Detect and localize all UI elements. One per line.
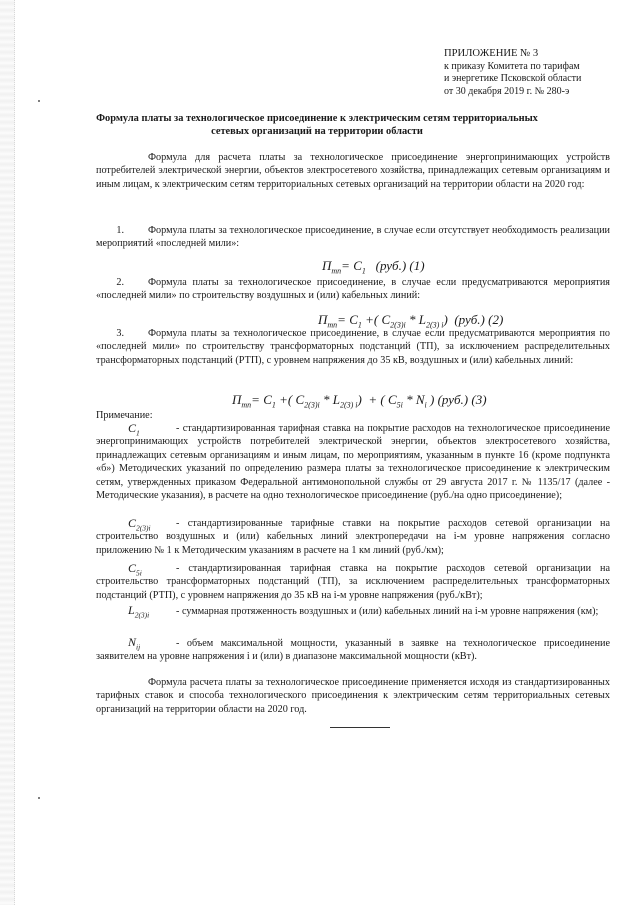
item-2 <box>96 276 610 303</box>
end-rule <box>330 727 390 728</box>
item-text: Формула платы за технологическое присоединение, в случае если предусматриваются мероприятия по «последней мили» по строительству трансформаторных подстанций (ТП), за исключением распределительных трансформаторных подстанций (РТП), с уровнем напряжения до 35 кВ, воздушных и (или) кабельных линий: <box>96 328 610 366</box>
item-text: Формула платы за технологическое присоединение, в случае если отсутствует необходимость реализации мероприятий «последней мили»: <box>96 225 610 250</box>
note-c5i: - стандартизированная тарифная ставка на покрытие расходов сетевой организации на строительство трансформаторных подстанций (ТП), за исключением распределительных трансформаторных подстанций (РТП), с уровнем напряжения до 35 кВ на i-м уровне напряжения (руб./кВт); <box>96 563 610 601</box>
symbol-nij: $N_{ij}$ <box>128 635 141 652</box>
formula-1: $П_{тп}= C_1$ (руб.) (1) <box>322 258 425 276</box>
document-title: Формула платы за технологическое присоединение к электрическим сетям территориальных сетевых организаций на территории области <box>96 113 538 137</box>
note-c23i: - стандартизированные тарифные ставки на покрытие расходов сетевой организации на строительство воздушных и (или) кабельных линий электропередачи на i-м уровне напряжения согласно приложению № 1 к Методическим указаниям в расчете на 1 км линий (руб./км); <box>96 518 610 556</box>
note-label: Примечание: <box>96 410 153 421</box>
intro-paragraph: Формула для расчета платы за технологическое присоединение энергопринимающих устройств потребителей электрической энергии, объектов электросетевого хозяйства, принадлежащих сетевым организациям и иным лицам, к электрическим сетям территориальных сетевых организаций на территории области на 2020 год: <box>96 152 610 190</box>
appendix-number: ПРИЛОЖЕНИЕ № 3 <box>444 48 539 59</box>
item-number: 2. <box>116 277 124 288</box>
note-nij: - объем максимальной мощности, указанный в заявке на технологическое присоединение заявителем на уровне напряжения i и (или) в диапазоне максимальной мощности (кВт). <box>96 638 610 663</box>
scan-speck <box>38 797 40 799</box>
symbol-l23i: $L_{2(3)i}$ <box>128 603 150 620</box>
item-text: Формула платы за технологическое присоединение, в случае если предусматриваются мероприятия «последней мили» по строительству воздушных и (или) кабельных линий: <box>96 277 610 302</box>
formula-2: $П_{тп}= C_1$ +( $C_{2(3)i} * L_{2(3) i}$) (руб.) (2) <box>318 312 504 330</box>
formula-3: $П_{тп}= C_1$ +( $C_{2(3)i} * L_{2(3) i}$) + ( $C_{5i} * N_i$ ) (руб.) (3) <box>232 392 487 410</box>
item-1 <box>96 224 610 251</box>
appendix-header <box>444 48 624 98</box>
appendix-date: от 30 декабря 2019 г. № 280-э <box>444 85 570 97</box>
note-l23i: - суммарная протяженность воздушных и (или) кабельных линий на i-м уровне напряжения (км); <box>176 606 599 617</box>
appendix-line: и энергетике Псковской области <box>444 73 582 85</box>
note-c1: - стандартизированная тарифная ставка на покрытие расходов на технологическое присоединение энергопринимающих устройств потребителей электрической энергии, объектов электросетевого хозяйства, принадлежащих сетевым организациям и иным лицам, по мероприятиям, указанным в пункте 16 (кроме подпункта «б») Методических указаний по определению размера платы за технологическое присоединение к электрическим сетям, утвержденных приказом Федеральной антимонопольной службы от 29 августа 2017 г. № 1135/17 (далее - Методические указания), в расчете на одно технологическое присоединение (руб./на одно присоединение); <box>96 423 610 502</box>
item-number: 3. <box>116 328 124 339</box>
scan-edge <box>0 0 15 905</box>
scan-speck <box>38 100 40 102</box>
symbol-c23i: $C_{2(3)i}$ <box>128 516 151 533</box>
symbol-c5i: $C_{5i}$ <box>128 561 142 578</box>
item-number: 1. <box>116 225 124 236</box>
closing-paragraph: Формула расчета платы за технологическое присоединение применяется исходя из стандартизированных тарифных ставок и способа технологического присоединения к электрическим сетям территориальных сетевых организаций на территории области на 2020 год. <box>96 677 610 715</box>
item-3 <box>96 327 610 367</box>
symbol-c1: $C_1$ <box>128 421 140 438</box>
appendix-line: к приказу Комитета по тарифам <box>444 60 580 72</box>
